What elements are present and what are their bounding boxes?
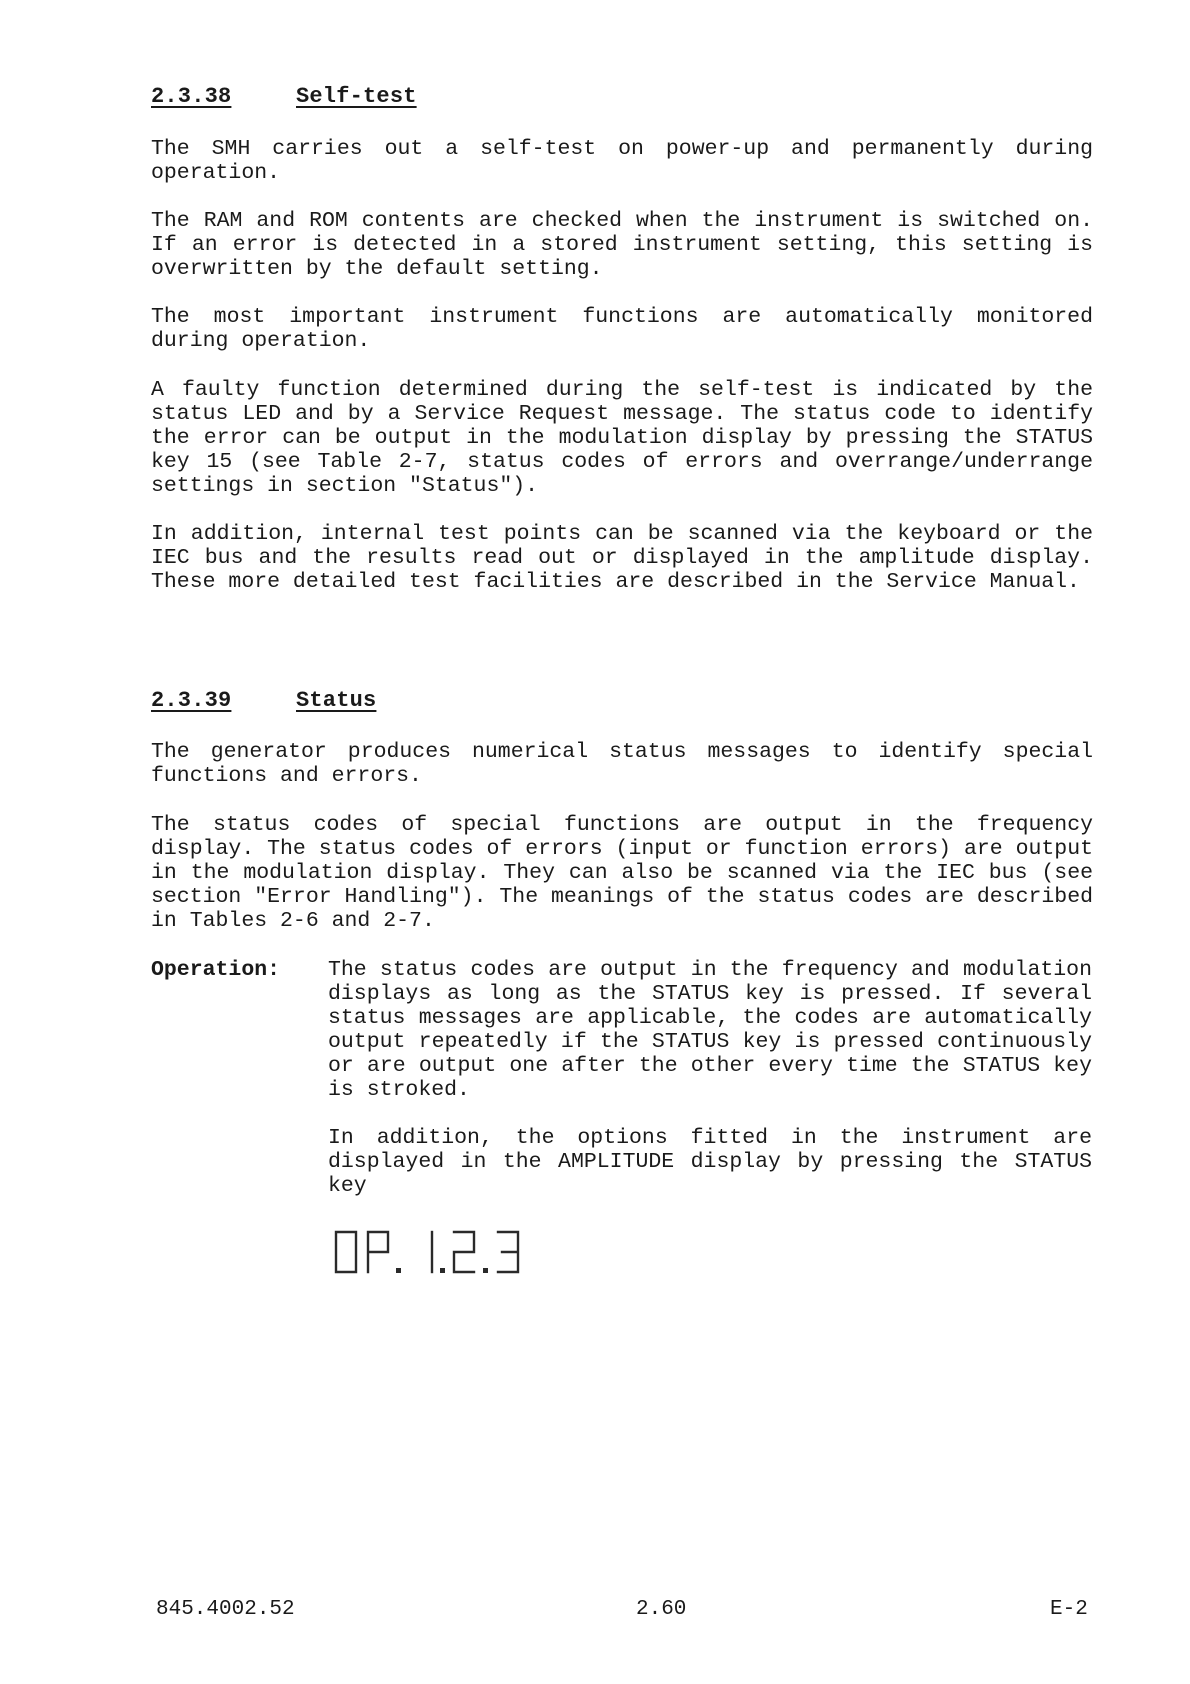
footer-edition: E-2 [1050, 1598, 1088, 1621]
section-number: 2.3.39 [151, 688, 232, 713]
seven-segment-display [332, 1228, 562, 1285]
paragraph: The SMH carries out a self-test on power-up and permanently during operation. [151, 137, 1093, 185]
section-number: 2.3.38 [151, 84, 232, 109]
operation-paragraph: The status codes are output in the frequency and modulation displays as long as the STATUS key is pressed. If several status messages are applicable, the codes are automatically output repeatedly if the STATUS key is pressed continuously or are output one after the other every time the STATUS key is stroked. [328, 958, 1092, 1102]
operation-paragraph: In addition, the options fitted in the instrument are displayed in the AMPLITUDE display by pressing the STATUS key [328, 1126, 1092, 1198]
footer-page-number: 2.60 [636, 1598, 687, 1621]
segment-readout-graphic [332, 1228, 562, 1280]
paragraph: A faulty function determined during the self-test is indicated by the status LED and by a Service Request message. The status code to identify the error can be output in the modulation display by pressing the STATUS key 15 (see Table 2-7, status codes of errors and overrange/underrange settings in section "Status"). [151, 378, 1093, 498]
section-heading-status [151, 688, 376, 713]
footer-doc-number: 845.4002.52 [156, 1598, 295, 1621]
paragraph: The most important instrument functions are automatically monitored during operation. [151, 305, 1093, 353]
paragraph: The generator produces numerical status messages to identify special functions and errors. [151, 740, 1093, 788]
section-heading-self-test [151, 84, 417, 109]
section-title: Self-test [296, 84, 417, 109]
paragraph: In addition, internal test points can be scanned via the keyboard or the IEC bus and the results read out or displayed in the amplitude display. These more detailed test facilities are described in the Service Manual. [151, 522, 1093, 594]
operation-label: Operation: [151, 958, 281, 982]
section-title: Status [296, 688, 377, 713]
paragraph: The RAM and ROM contents are checked when the instrument is switched on. If an error is detected in a stored instrument setting, this setting is overwritten by the default setting. [151, 209, 1093, 281]
paragraph: The status codes of special functions are output in the frequency display. The status codes of errors (input or function errors) are output in the modulation display. They can also be scanned via the IEC bus (see section "Error Handling"). The meanings of the status codes are described in Tables 2-6 and 2-7. [151, 813, 1093, 933]
